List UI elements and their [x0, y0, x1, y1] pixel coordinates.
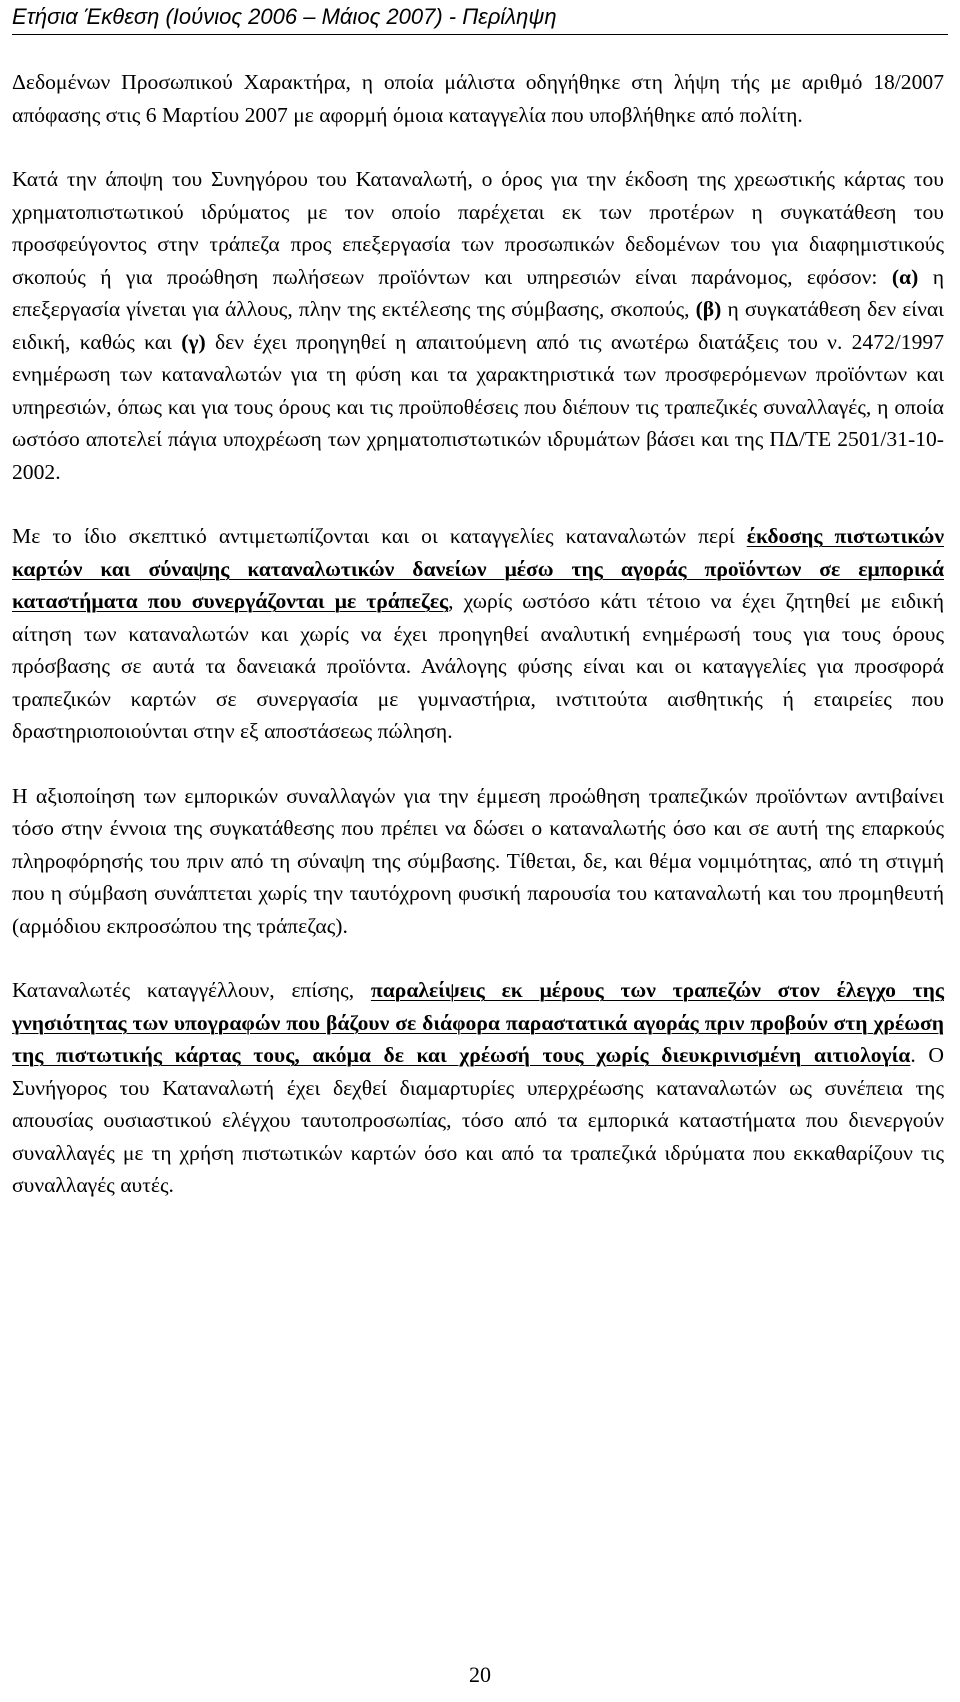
- paragraph: [12, 780, 944, 943]
- text-run: . Ο Συνήγορος του Καταναλωτή έχει δεχθεί διαμαρτυρίες υπερχρέωσης καταναλωτών ως συνέπεια της απουσίας ουσιαστικού ελέγχου ταυτοπροσωπίας, τόσο από τα εμπορικά καταστήματα που διενεργούν συναλλαγές με τη χρήση πιστωτικών καρτών όσο και από τα τραπεζικά ιδρύματα που εκκαθαρίζουν τις συναλλαγές αυτές.: [12, 1043, 944, 1197]
- text-run: , χωρίς ωστόσο κάτι τέτοιο να έχει ζητηθεί με ειδική αίτηση των καταναλωτών και χωρίς να έχει προηγηθεί αναλυτική ενημέρωσή τους για τους όρους πρόσβασης σε αυτά τα δανειακά προϊόντα. Ανάλογης φύσης είναι και οι καταγγελίες για προσφορά τραπεζικών καρτών σε συνεργασία με γυμναστήρια, ινστιτούτα αισθητικής ή εταιρείες που δραστηριοποιούνται στην εξ αποστάσεως πώληση.: [12, 589, 944, 743]
- list-marker-b: (β): [695, 297, 722, 321]
- document-body: [12, 66, 944, 1234]
- emphasis-underline: έκδοσης πιστωτικών καρτών και σύναψης καταναλωτικών δανείων μέσω της αγοράς προϊόντων σε εμπορικά καταστήματα που συνεργάζονται με τράπεζες: [12, 524, 944, 613]
- text-run: Η αξιοποίηση των εμπορικών συναλλαγών για την έμμεση προώθηση τραπεζικών προϊόντων αντιβαίνει τόσο στην έννοια της συγκατάθεσης που πρέπει να δώσει ο καταναλωτής όσο και σε αυτή της επαρκούς πληροφόρησής του πριν από τη σύναψη της σύμβασης. Τίθεται, δε, και θέμα νομιμότητας, από τη στιγμή που η σύμβαση συνάπτεται χωρίς την ταυτόχρονη φυσική παρουσία του καταναλωτή και του προμηθευτή (αρμόδιου εκπροσώπου της τράπεζας).: [12, 783, 944, 938]
- text-run: Δεδομένων Προσωπικού Χαρακτήρα, η οποία μάλιστα οδηγήθηκε στη λήψη τής με αριθμό 18/2007 απόφασης στις 6 Μαρτίου 2007 με αφορμή όμοια καταγγελία που υποβλήθηκε από πολίτη.: [12, 70, 944, 127]
- text-run: Κατά την άποψη του Συνηγόρου του Καταναλωτή, ο όρος για την έκδοση της χρεωστικής κάρτας του χρηματοπιστωτικού ιδρύματος με τον οποίο παρέχεται εκ των προτέρων η συγκατάθεση του προσφεύγοντος στην τράπεζα προς επεξεργασία των προσωπικών δεδομένων του για διαφημιστικούς σκοπούς ή για προώθηση πωλήσεων προϊόντων και υπηρεσιών είναι παράνομος, εφόσον:: [12, 167, 944, 289]
- paragraph: [12, 163, 944, 488]
- list-marker-a: (α): [891, 264, 919, 289]
- paragraph: [12, 974, 944, 1202]
- text-run: δεν έχει προηγηθεί η απαιτούμενη από τις ανωτέρω διατάξεις του ν. 2472/1997 ενημέρωση των καταναλωτών για τη φύση και τα χαρακτηριστικά των προσφερόμενων προϊόντων και υπηρεσιών, όπως και για τους όρους και τις προϋποθέσεις που διέπουν τις τραπεζικές συναλλαγές, η οποία ωστόσο αποτελεί πάγια υποχρέωση των χρηματοπιστωτικών ιδρυμάτων βάσει και της ΠΔ/ΤΕ 2501/31-10-2002.: [12, 329, 944, 484]
- text-run: Καταναλωτές καταγγέλλουν, επίσης,: [12, 978, 371, 1002]
- text-run: Με το ίδιο σκεπτικό αντιμετωπίζονται και οι καταγγελίες καταναλωτών περί: [12, 524, 747, 548]
- list-marker-c: (γ): [181, 329, 206, 354]
- page-header: Ετήσια Έκθεση (Ιούνιος 2006 – Μάιος 2007) - Περίληψη: [12, 2, 948, 35]
- page-number: 20: [469, 1662, 491, 1687]
- emphasis-underline: παραλείψεις εκ μέρους των τραπεζών στον έλεγχο της γνησιότητας των υπογραφών που βάζουν σε διάφορα παραστατικά αγοράς πριν προβούν στη χρέωση της πιστωτικής κάρτας τους, ακόμα δε και χρέωσή τους χωρίς διευκρινισμένη αιτιολογία: [12, 978, 944, 1067]
- paragraph: [12, 66, 944, 131]
- text-run: η επεξεργασία γίνεται για άλλους, πλην της εκτέλεσης της σύμβασης, σκοπούς,: [12, 264, 944, 321]
- paragraph: [12, 520, 944, 748]
- text-run: η συγκατάθεση δεν είναι ειδική, καθώς και: [12, 297, 944, 354]
